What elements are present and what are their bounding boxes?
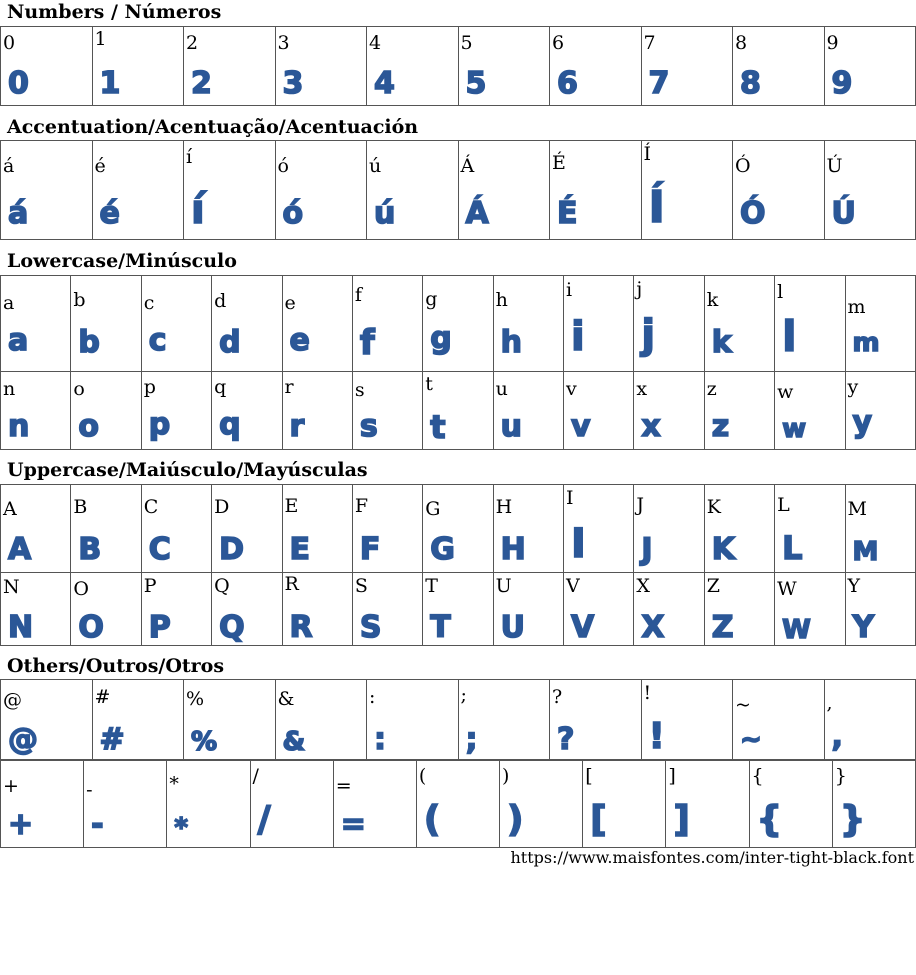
reference-char: L bbox=[777, 494, 790, 516]
glyph-cell bbox=[423, 372, 493, 450]
sample-glyph: M bbox=[852, 537, 879, 567]
glyph-cell bbox=[733, 141, 825, 240]
glyph-cell bbox=[352, 485, 422, 573]
sample-glyph: N bbox=[8, 610, 34, 645]
glyph-cell bbox=[141, 372, 211, 450]
reference-char: N bbox=[3, 576, 20, 598]
glyph-cell bbox=[282, 573, 352, 646]
reference-char: Y bbox=[847, 575, 861, 597]
sample-glyph: a bbox=[8, 323, 29, 358]
glyph-cell bbox=[71, 573, 141, 646]
reference-char: } bbox=[834, 765, 847, 787]
glyph-cell bbox=[641, 141, 733, 240]
sample-glyph: ) bbox=[507, 799, 524, 840]
reference-char: T bbox=[425, 575, 438, 597]
glyph-cell bbox=[704, 372, 774, 450]
reference-char: d bbox=[214, 290, 227, 312]
reference-char: Í bbox=[643, 143, 652, 165]
glyph-cell bbox=[423, 276, 493, 372]
reference-char: B bbox=[73, 496, 88, 518]
sample-glyph: t bbox=[430, 408, 446, 446]
glyph-table-uppercase bbox=[0, 484, 916, 646]
glyph-cell bbox=[92, 141, 184, 240]
glyph-cell bbox=[749, 761, 832, 848]
sample-glyph: Q bbox=[219, 610, 245, 645]
glyph-cell bbox=[212, 372, 282, 450]
reference-char: ~ bbox=[735, 694, 751, 716]
glyph-cell bbox=[71, 485, 141, 573]
reference-char: s bbox=[354, 379, 365, 401]
sample-glyph: ( bbox=[423, 799, 441, 840]
reference-char: i bbox=[566, 279, 573, 301]
sample-glyph: D bbox=[219, 532, 245, 567]
sample-glyph: ! bbox=[648, 716, 665, 757]
sample-glyph: f bbox=[359, 323, 375, 363]
sample-glyph: ] bbox=[673, 799, 690, 840]
glyph-cell bbox=[733, 27, 825, 106]
glyph-cell bbox=[775, 276, 845, 372]
reference-char: U bbox=[495, 575, 512, 597]
reference-char: ? bbox=[552, 686, 563, 708]
reference-char: p bbox=[143, 376, 156, 398]
sample-glyph: o bbox=[78, 409, 99, 444]
sample-glyph: Ó bbox=[740, 196, 766, 231]
sample-glyph: 4 bbox=[374, 66, 395, 101]
sample-glyph: 9 bbox=[831, 66, 853, 101]
source-url-link[interactable]: https://www.maisfontes.com/inter-tight-black.font bbox=[510, 848, 914, 867]
reference-char: X bbox=[636, 575, 650, 597]
glyph-cell bbox=[282, 372, 352, 450]
reference-char: * bbox=[169, 773, 179, 795]
reference-char: 3 bbox=[277, 32, 290, 54]
sample-glyph: q bbox=[219, 407, 241, 442]
glyph-cell bbox=[704, 485, 774, 573]
sample-glyph: H bbox=[500, 532, 526, 567]
reference-char: G bbox=[425, 498, 441, 520]
sample-glyph: # bbox=[99, 722, 125, 757]
reference-char: ó bbox=[277, 155, 289, 177]
glyph-table-accentuation bbox=[0, 140, 916, 240]
glyph-cell bbox=[275, 680, 367, 760]
glyph-cell bbox=[550, 141, 642, 240]
glyph-cell bbox=[167, 761, 250, 848]
glyph-cell bbox=[282, 485, 352, 573]
sample-glyph: { bbox=[756, 799, 783, 840]
glyph-cell bbox=[845, 485, 916, 573]
sample-glyph: P bbox=[148, 610, 171, 645]
sample-glyph: ú bbox=[374, 196, 396, 231]
reference-char: k bbox=[706, 289, 719, 311]
glyph-cell bbox=[212, 573, 282, 646]
sample-glyph: 3 bbox=[282, 66, 304, 101]
sample-glyph: k bbox=[711, 325, 732, 360]
sample-glyph: L bbox=[782, 529, 803, 567]
glyph-cell bbox=[184, 680, 276, 760]
sample-glyph: 1 bbox=[99, 66, 121, 101]
sample-glyph: [ bbox=[590, 799, 607, 840]
glyph-cell bbox=[550, 680, 642, 760]
glyph-cell bbox=[824, 27, 916, 106]
glyph-cell bbox=[832, 761, 915, 848]
glyph-cell bbox=[583, 761, 666, 848]
reference-char: 0 bbox=[3, 32, 16, 54]
glyph-cell bbox=[416, 761, 499, 848]
sample-glyph: i bbox=[571, 314, 585, 360]
sample-glyph: í bbox=[191, 187, 205, 233]
glyph-cell bbox=[423, 485, 493, 573]
glyph-cell bbox=[141, 573, 211, 646]
sample-glyph: Á bbox=[465, 196, 489, 231]
reference-char: # bbox=[94, 686, 111, 708]
glyph-cell bbox=[704, 573, 774, 646]
sample-glyph: j bbox=[641, 312, 656, 358]
reference-char: + bbox=[3, 775, 19, 797]
reference-char: z bbox=[706, 378, 717, 400]
reference-char: ) bbox=[502, 765, 510, 787]
glyph-cell bbox=[352, 372, 422, 450]
glyph-cell bbox=[352, 573, 422, 646]
reference-char: : bbox=[369, 686, 376, 708]
sample-glyph: , bbox=[831, 719, 843, 754]
sample-glyph: ó bbox=[282, 196, 304, 231]
glyph-cell bbox=[184, 27, 276, 106]
reference-char: @ bbox=[3, 689, 22, 711]
sample-glyph: b bbox=[78, 325, 100, 360]
glyph-cell bbox=[212, 276, 282, 372]
reference-char: q bbox=[214, 376, 227, 398]
reference-char: É bbox=[552, 152, 566, 174]
glyph-cell bbox=[704, 276, 774, 372]
sample-glyph: y bbox=[852, 405, 873, 440]
glyph-cell bbox=[564, 372, 634, 450]
reference-char: v bbox=[566, 378, 577, 400]
reference-char: c bbox=[143, 292, 155, 314]
reference-char: e bbox=[284, 292, 296, 314]
glyph-cell bbox=[141, 485, 211, 573]
glyph-cell bbox=[1, 761, 84, 848]
reference-char: W bbox=[777, 578, 797, 600]
sample-glyph: - bbox=[91, 807, 104, 842]
sample-glyph: s bbox=[359, 409, 378, 444]
sample-glyph: m bbox=[852, 328, 880, 358]
glyph-cell bbox=[458, 680, 550, 760]
glyph-cell bbox=[333, 761, 416, 848]
reference-char: 2 bbox=[186, 32, 199, 54]
glyph-cell bbox=[845, 573, 916, 646]
reference-char: C bbox=[143, 496, 159, 518]
glyph-cell bbox=[92, 680, 184, 760]
sample-glyph: A bbox=[8, 532, 32, 567]
reference-char: ] bbox=[668, 765, 676, 787]
glyph-cell bbox=[493, 485, 563, 573]
reference-char: ( bbox=[418, 765, 427, 787]
sample-glyph: 7 bbox=[648, 66, 670, 101]
reference-char: a bbox=[3, 292, 15, 314]
sample-glyph: 5 bbox=[465, 66, 487, 101]
reference-char: M bbox=[847, 498, 867, 520]
reference-char: R bbox=[284, 573, 299, 595]
sample-glyph: + bbox=[8, 807, 34, 842]
glyph-cell bbox=[493, 372, 563, 450]
glyph-cell bbox=[71, 276, 141, 372]
glyph-cell bbox=[71, 372, 141, 450]
reference-char: w bbox=[777, 381, 794, 403]
glyph-cell bbox=[1, 573, 71, 646]
reference-char: 7 bbox=[643, 32, 656, 54]
reference-char: { bbox=[751, 765, 764, 787]
sample-glyph: X bbox=[641, 610, 665, 645]
glyph-cell bbox=[641, 680, 733, 760]
reference-char: í bbox=[186, 146, 193, 168]
sample-glyph: % bbox=[191, 727, 218, 757]
reference-char: & bbox=[277, 688, 295, 710]
sample-glyph: I bbox=[571, 521, 586, 567]
sample-glyph: g bbox=[430, 321, 452, 356]
reference-char: 6 bbox=[552, 32, 565, 54]
reference-char: O bbox=[73, 578, 89, 600]
section-title-numbers: Numbers / Números bbox=[7, 1, 222, 23]
glyph-cell bbox=[84, 761, 167, 848]
reference-char: j bbox=[636, 278, 643, 300]
reference-char: A bbox=[3, 498, 17, 520]
reference-char: S bbox=[354, 575, 368, 597]
glyph-cell bbox=[493, 573, 563, 646]
glyph-cell bbox=[141, 276, 211, 372]
glyph-cell bbox=[282, 276, 352, 372]
glyph-cell bbox=[1, 372, 71, 450]
glyph-cell bbox=[824, 680, 916, 760]
glyph-cell bbox=[775, 485, 845, 573]
reference-char: 9 bbox=[826, 32, 839, 54]
glyph-cell bbox=[92, 27, 184, 106]
glyph-cell bbox=[1, 485, 71, 573]
sample-glyph: ? bbox=[557, 722, 575, 757]
glyph-cell bbox=[634, 573, 704, 646]
reference-char: / bbox=[252, 765, 259, 787]
glyph-table-lowercase bbox=[0, 275, 916, 450]
sample-glyph: z bbox=[711, 409, 730, 444]
sample-glyph: S bbox=[359, 610, 382, 645]
glyph-cell bbox=[775, 372, 845, 450]
section-title-others: Others/Outros/Otros bbox=[7, 655, 225, 677]
glyph-cell bbox=[845, 372, 916, 450]
sample-glyph: : bbox=[374, 722, 386, 757]
glyph-cell bbox=[367, 680, 459, 760]
sample-glyph: C bbox=[148, 532, 171, 567]
reference-char: l bbox=[777, 281, 784, 303]
reference-char: m bbox=[847, 296, 866, 318]
reference-char: Ú bbox=[826, 155, 843, 177]
sample-glyph: V bbox=[571, 610, 595, 645]
sample-glyph: E bbox=[289, 532, 310, 567]
reference-char: Á bbox=[460, 155, 475, 177]
reference-char: h bbox=[495, 289, 508, 311]
glyph-cell bbox=[564, 573, 634, 646]
reference-char: t bbox=[425, 373, 433, 395]
sample-glyph: á bbox=[8, 196, 29, 231]
glyph-cell bbox=[845, 276, 916, 372]
reference-char: , bbox=[826, 692, 833, 714]
reference-char: u bbox=[495, 378, 508, 400]
reference-char: á bbox=[3, 155, 15, 177]
glyph-cell bbox=[666, 761, 749, 848]
sample-glyph: 6 bbox=[557, 66, 578, 101]
sample-glyph: Z bbox=[711, 610, 734, 645]
glyph-cell bbox=[1, 276, 71, 372]
reference-char: F bbox=[354, 495, 369, 517]
sample-glyph: J bbox=[641, 532, 653, 567]
sample-glyph: w bbox=[782, 414, 807, 444]
reference-char: b bbox=[73, 289, 86, 311]
sample-glyph: x bbox=[641, 409, 661, 444]
glyph-cell bbox=[1, 27, 93, 106]
reference-char: ú bbox=[369, 155, 382, 177]
reference-char: é bbox=[94, 155, 106, 177]
sample-glyph: é bbox=[99, 196, 120, 231]
sample-glyph: v bbox=[571, 409, 591, 444]
reference-char: g bbox=[425, 288, 438, 310]
reference-char: r bbox=[284, 376, 294, 398]
glyph-cell bbox=[564, 485, 634, 573]
sample-glyph: = bbox=[340, 807, 366, 842]
glyph-cell bbox=[212, 485, 282, 573]
glyph-cell bbox=[824, 141, 916, 240]
reference-char: f bbox=[354, 284, 362, 306]
glyph-table-others-row2 bbox=[0, 760, 916, 848]
reference-char: ! bbox=[643, 682, 652, 704]
reference-char: o bbox=[73, 378, 85, 400]
glyph-cell bbox=[634, 485, 704, 573]
reference-char: 8 bbox=[735, 32, 748, 54]
reference-char: J bbox=[636, 494, 644, 516]
glyph-cell bbox=[550, 27, 642, 106]
glyph-cell bbox=[733, 680, 825, 760]
sample-glyph: Í bbox=[648, 182, 665, 233]
sample-glyph: 8 bbox=[740, 66, 761, 101]
glyph-cell bbox=[641, 27, 733, 106]
sample-glyph: u bbox=[500, 409, 522, 444]
reference-char: Q bbox=[214, 575, 230, 597]
sample-glyph: @ bbox=[8, 722, 38, 757]
sample-glyph: ~ bbox=[740, 725, 762, 755]
glyph-cell bbox=[564, 276, 634, 372]
sample-glyph: F bbox=[359, 532, 381, 567]
sample-glyph: G bbox=[430, 532, 455, 567]
glyph-cell bbox=[352, 276, 422, 372]
reference-char: x bbox=[636, 378, 648, 400]
sample-glyph: ; bbox=[465, 722, 478, 757]
reference-char: Z bbox=[706, 575, 720, 597]
sample-glyph: d bbox=[219, 325, 241, 360]
reference-char: 1 bbox=[94, 28, 107, 50]
glyph-cell bbox=[1, 141, 93, 240]
reference-char: E bbox=[284, 495, 299, 517]
glyph-cell bbox=[458, 141, 550, 240]
glyph-cell bbox=[634, 372, 704, 450]
reference-char: P bbox=[143, 575, 157, 597]
glyph-cell bbox=[493, 276, 563, 372]
sample-glyph: O bbox=[78, 610, 104, 645]
reference-char: [ bbox=[585, 765, 593, 787]
reference-char: K bbox=[706, 496, 721, 518]
sample-glyph: É bbox=[557, 196, 578, 231]
section-title-uppercase: Uppercase/Maiúsculo/Mayúsculas bbox=[7, 459, 368, 481]
reference-char: D bbox=[214, 496, 230, 518]
glyph-cell bbox=[275, 27, 367, 106]
glyph-table-others bbox=[0, 679, 916, 760]
sample-glyph: c bbox=[148, 323, 167, 358]
reference-char: ; bbox=[460, 684, 467, 706]
glyph-cell bbox=[458, 27, 550, 106]
sample-glyph: W bbox=[782, 615, 811, 645]
sample-glyph: * bbox=[174, 813, 188, 843]
glyph-cell bbox=[250, 761, 333, 848]
glyph-cell bbox=[775, 573, 845, 646]
sample-glyph: R bbox=[289, 610, 313, 645]
glyph-cell bbox=[423, 573, 493, 646]
reference-char: y bbox=[847, 376, 859, 398]
sample-glyph: U bbox=[500, 610, 525, 645]
section-title-lowercase: Lowercase/Minúsculo bbox=[7, 250, 237, 272]
reference-char: % bbox=[186, 688, 205, 710]
sample-glyph: 2 bbox=[191, 66, 212, 101]
section-title-accentuation: Accentuation/Acentuação/Acentuación bbox=[7, 116, 419, 138]
glyph-cell bbox=[634, 276, 704, 372]
sample-glyph: B bbox=[78, 532, 102, 567]
sample-glyph: p bbox=[148, 407, 171, 442]
glyph-cell bbox=[367, 27, 459, 106]
sample-glyph: & bbox=[282, 727, 306, 757]
sample-glyph: e bbox=[289, 323, 310, 358]
reference-char: I bbox=[566, 487, 574, 509]
reference-char: 4 bbox=[369, 32, 382, 54]
reference-char: = bbox=[335, 775, 352, 797]
sample-glyph: l bbox=[782, 312, 797, 361]
glyph-cell bbox=[184, 141, 276, 240]
sample-glyph: K bbox=[711, 532, 735, 567]
sample-glyph: h bbox=[500, 325, 522, 360]
glyph-cell bbox=[500, 761, 583, 848]
glyph-cell bbox=[275, 141, 367, 240]
reference-char: - bbox=[86, 779, 93, 801]
reference-char: n bbox=[3, 378, 16, 400]
reference-char: Ó bbox=[735, 155, 751, 177]
sample-glyph: 0 bbox=[8, 66, 29, 101]
sample-glyph: / bbox=[257, 799, 271, 840]
sample-glyph: r bbox=[289, 409, 305, 444]
glyph-cell bbox=[367, 141, 459, 240]
reference-char: V bbox=[566, 575, 580, 597]
sample-glyph: } bbox=[839, 799, 866, 840]
glyph-cell bbox=[1, 680, 93, 760]
sample-glyph: Y bbox=[852, 610, 875, 645]
sample-glyph: T bbox=[430, 610, 451, 645]
reference-char: 5 bbox=[460, 32, 473, 54]
glyph-table-numbers bbox=[0, 26, 916, 106]
sample-glyph: n bbox=[8, 409, 30, 444]
reference-char: H bbox=[495, 496, 513, 518]
sample-glyph: Ú bbox=[831, 196, 856, 231]
